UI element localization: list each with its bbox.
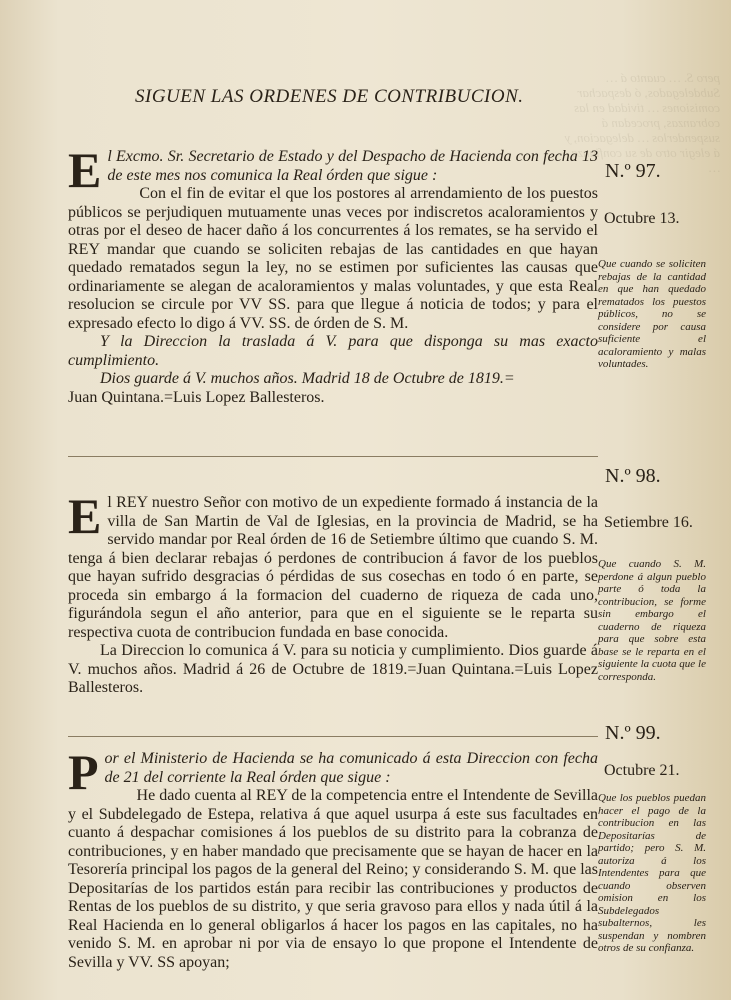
order-date-98: Setiembre 16. — [604, 514, 693, 531]
dropcap-99: P — [68, 744, 99, 800]
order-98-body: l REY nuestro Señor con motivo de un expediente formado á instancia de la villa de San Martin de Val de Iglesias, en la provincia de Madrid, se ha servido mandar por Real órden de 16 de Setiembre último que cuando S. M. tenga á bien declarar rebajas ó perdones de contribucion á favor de los pueblos que hayan sufrido desgracias ó pérdidas de sus cosechas en todo ó en parte, se proceda sin embargo á la formacion del cuaderno de riqueza de cada uno, figurándola segun el año anterior, para que en el siguiente se le reparta su respectiva cuota de contribucion fundada en base conocida. — [68, 494, 598, 641]
margin-note-99: Que los pueblos puedan hacer el pago de la contribucion en las Depositarías de partido; pero S. M. autoriza á los Intendentes para que cuando observen omision en los Subdelegados subalternos, les suspendan y nombren otros de su confianza. — [598, 792, 706, 954]
order-98-closing: La Direccion lo comunica á V. para su noticia y cumplimiento. Dios guarde á V. muchos años. Madrid á 26 de Octubre de 1819.=Juan Quintana.=Luis Lopez Ballesteros. — [68, 642, 598, 696]
order-date-97: Octubre 13. — [604, 210, 680, 227]
margin-note-97: Que cuando se soliciten rebajas de la cantidad en que han quedado rematados los puestos públicos, no se considere por causa suficiente el acaloramiento y malas voluntades. — [598, 258, 706, 370]
order-97 — [68, 142, 598, 407]
dropcap-97: E — [68, 142, 102, 198]
order-99-intro: or el Ministerio de Hacienda se ha comunicado á esta Direccion con fecha de 21 del corriente la Real órden que sigue : — [104, 750, 598, 786]
page-heading: SIGUEN LAS ORDENES DE CONTRIBUCION. — [135, 86, 524, 107]
bleed-through-text: pero S. … cuanto á … Subdelegados, ó despachar comisiones … tividad en las cobranzas, procedan á suspenderlos … delegacion, y á elegir otro de su confianza … — [564, 70, 720, 175]
order-97-transfer: Y la Direccion la traslada á V. para que disponga su mas exacto cumplimiento. — [68, 333, 598, 369]
order-number-99: N.º 99. — [605, 722, 661, 744]
order-97-closing: Dios guarde á V. muchos años. Madrid 18 de Octubre de 1819.= — [100, 370, 515, 387]
order-97-signature: Juan Quintana.=Luis Lopez Ballesteros. — [68, 388, 325, 406]
order-97-intro: l Excmo. Sr. Secretario de Estado y del Despacho de Hacienda con fecha 13 de este mes nos comunica la Real órden que sigue : — [107, 148, 598, 184]
order-97-body: Con el fin de evitar el que los postores al arrendamiento de los puestos públicos se perjudiquen mutuamente unas veces por indiscretos acaloramientos y otras por el deseo de hacer daño á los concurrentes á los remates, se ha servido el REY mandar que cuando se soliciten rebajas de las cantidades en que hayan quedado rematados segun la ley, no se estimen por suficientes las causas que ordinariamente se alegan de acaloramientos y malas voluntades, y que esta Real resolucion se circule por VV SS. para que llegue á noticia de todos; y para el expresado efecto lo digo á VV. SS. de órden de S. M. — [68, 185, 598, 332]
order-date-99: Octubre 21. — [604, 762, 680, 779]
order-number-98: N.º 98. — [605, 465, 661, 487]
order-98 — [68, 488, 598, 698]
section-divider — [68, 736, 598, 737]
section-divider — [68, 456, 598, 457]
dropcap-98: E — [68, 488, 102, 544]
order-99 — [68, 744, 598, 972]
order-99-body: He dado cuenta al REY de la competencia entre el Intendente de Sevilla y el Subdelegado de Estepa, relativa á que aquel usurpa á este sus facultades en cuanto á despachar comisiones á los pueblos de su distrito para la cobranza de contribuciones, y en haber mandado que precisamente que se hayan de hacer en la Tesorería principal los pagos de la general del Reino; y considerando S. M. que las Depositarías de los partidos están para recibir las contribuciones y productos de Rentas de los pueblos de su distrito, y que seria gravoso para ellos y nada útil á la Real Hacienda en lo general obligarlos á hacer los pagos en las capitales, no ha venido S. M. en aprobar ni por via de ensayo lo que propone el Intendente de Sevilla y VV. SS apoyan; — [68, 787, 598, 971]
order-number-97: N.º 97. — [605, 160, 661, 182]
margin-note-98: Que cuando S. M. perdone á algun pueblo parte ó toda la contribucion, se forme sin embargo el cuaderno de riqueza para que sobre esta base se le reparta en el siguiente la cuota que le corresponda. — [598, 558, 706, 683]
